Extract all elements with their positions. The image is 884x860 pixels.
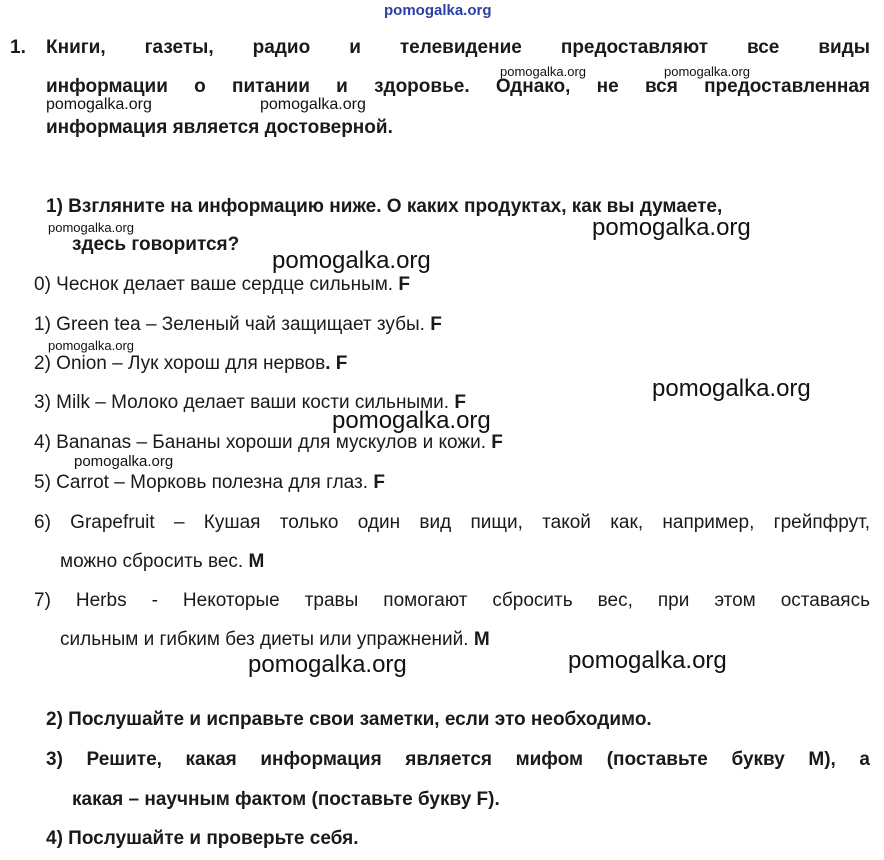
question-3-line-2: какая – научным фактом (поставьте букву F). [72, 789, 500, 810]
watermark: pomogalka.org [272, 247, 431, 274]
watermark-top: pomogalka.org [384, 2, 492, 19]
item-mark: F [430, 314, 442, 335]
item-6-line-1: 6) Grapefruit – Кушая только один вид пищи, такой как, например, грейпфрут, [34, 512, 870, 533]
item-text: 1) Green tea – Зеленый чай защищает зубы. [34, 314, 425, 335]
watermark: pomogalka.org [46, 96, 152, 113]
watermark: pomogalka.org [664, 64, 750, 79]
watermark: pomogalka.org [260, 96, 366, 113]
item-text: 0) Чеснок делает ваше сердце сильным. [34, 274, 394, 295]
item-text: сильным и гибким без диеты или упражнений. [60, 629, 469, 650]
item-7-line-2 [60, 628, 490, 652]
item-mark: F [373, 472, 385, 493]
item-text: можно сбросить вес. [60, 551, 244, 572]
item-mark: M [473, 629, 490, 650]
item-mark: M [248, 551, 265, 572]
watermark: pomogalka.org [48, 338, 134, 353]
watermark: pomogalka.org [568, 647, 727, 674]
list-item [34, 471, 385, 495]
watermark: pomogalka.org [332, 407, 491, 434]
item-text: 2) Onion – Лук хорош для нервов [34, 353, 326, 374]
watermark: pomogalka.org [500, 64, 586, 79]
question-2: 2) Послушайте и исправьте свои заметки, если это необходимо. [46, 709, 652, 730]
item-mark: F [491, 432, 503, 453]
list-item [34, 352, 347, 376]
task-line-3: информация является достоверной. [46, 117, 393, 138]
task-line-2: информации о питании и здоровье. Однако, не вся предоставленная [46, 76, 870, 97]
item-7-line-1: 7) Herbs - Некоторые травы помогают сбросить вес, при этом оставаясь [34, 590, 870, 611]
task-number: 1. [10, 37, 26, 58]
question-3-line-1: 3) Решите, какая информация является мифом (поставьте букву М), а [46, 749, 870, 770]
watermark: pomogalka.org [248, 651, 407, 678]
watermark: pomogalka.org [592, 214, 751, 241]
watermark: pomogalka.org [652, 375, 811, 402]
item-6-line-2 [60, 550, 264, 574]
list-item [34, 273, 410, 297]
item-mark: F [454, 392, 466, 413]
watermark: pomogalka.org [48, 220, 134, 235]
question-1-line-1: 1) Взгляните на информацию ниже. О каких продуктах, как вы думаете, [46, 196, 723, 217]
item-mark: . F [325, 353, 348, 374]
item-text: 4) Bananas – Бананы хороши для мускулов и кожи. [34, 432, 486, 453]
list-item [34, 313, 442, 337]
item-text: 5) Carrot – Морковь полезна для глаз. [34, 472, 369, 493]
question-1-line-2: здесь говорится? [72, 234, 240, 255]
task-line-1: Книги, газеты, радио и телевидение предоставляют все виды [46, 37, 870, 58]
question-4: 4) Послушайте и проверьте себя. [46, 828, 359, 849]
item-text: 3) Milk – Молоко делает ваши кости сильными. [34, 392, 450, 413]
watermark: pomogalka.org [74, 453, 174, 470]
item-mark: F [398, 274, 410, 295]
